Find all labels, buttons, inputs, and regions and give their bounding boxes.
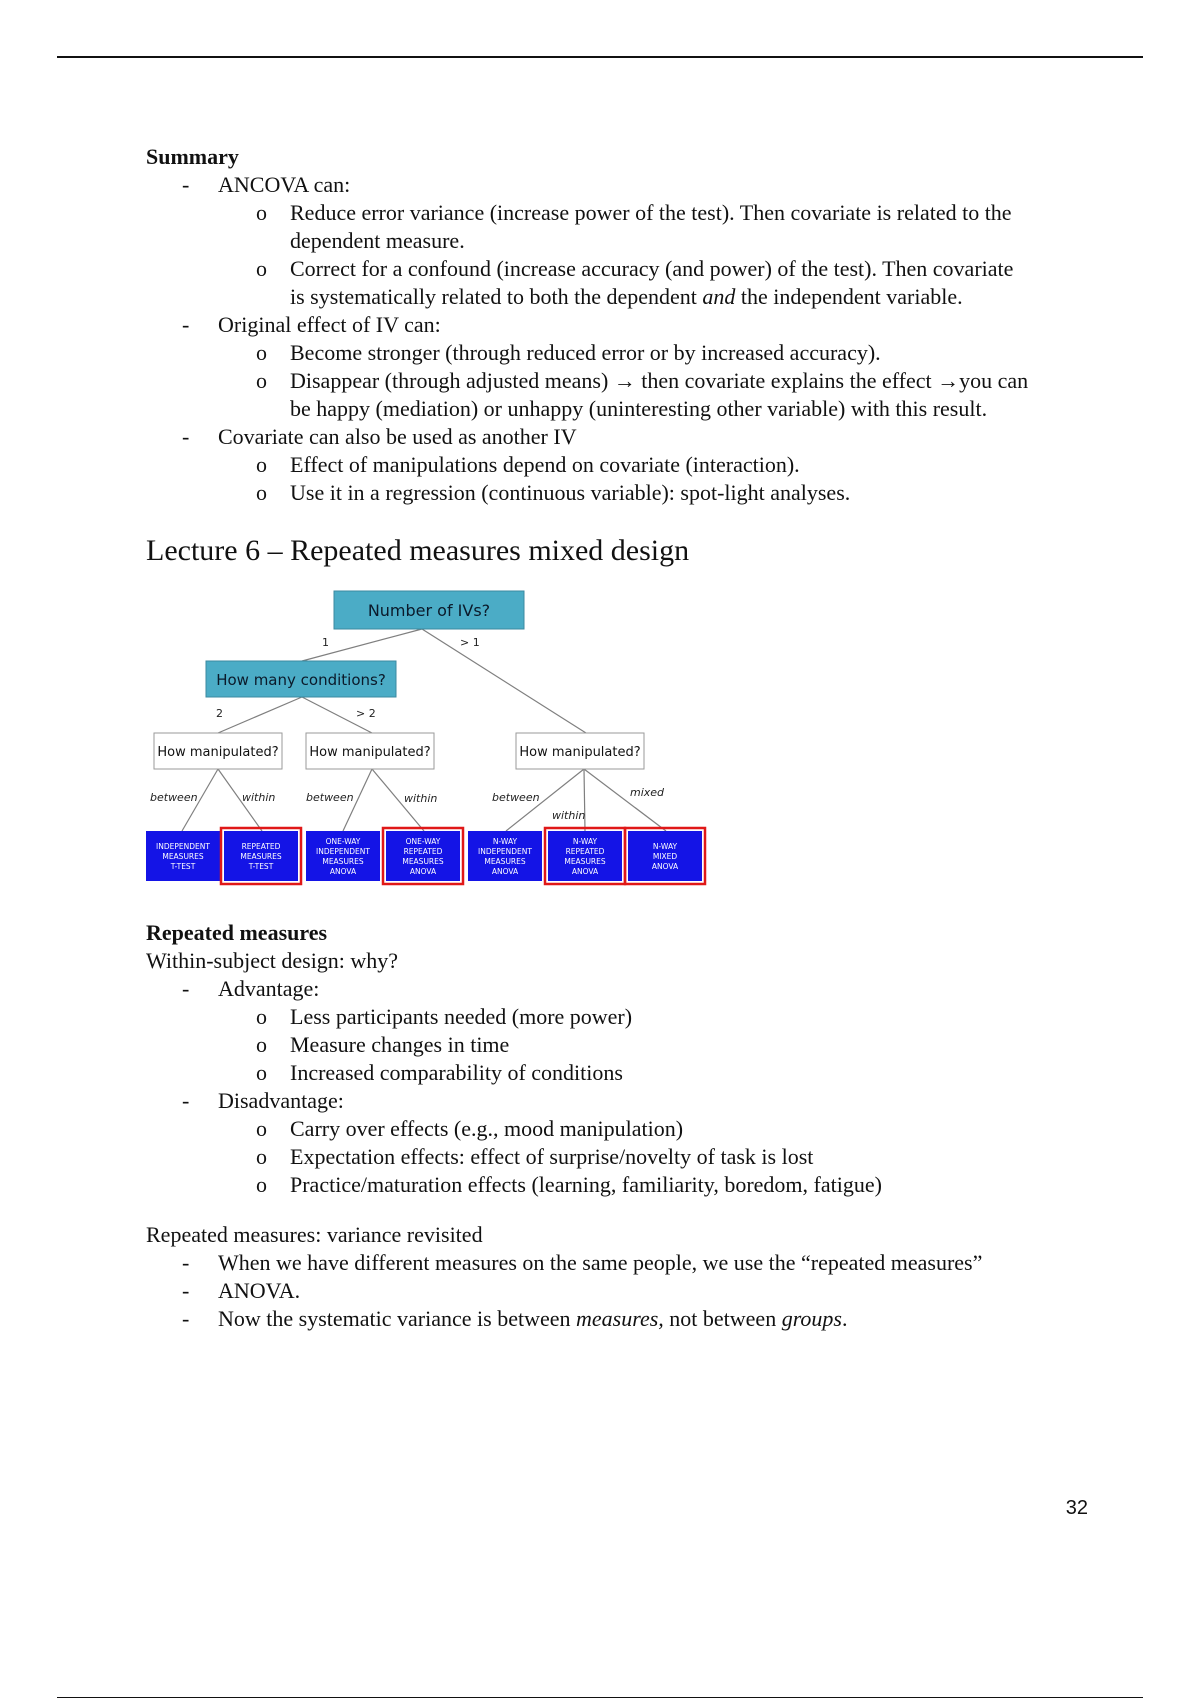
leaf-label: REPEATED xyxy=(565,847,605,856)
advantage-text: Less participants needed (more power) xyxy=(290,1004,633,1029)
paragraph-spacer xyxy=(146,1199,1088,1221)
summary-subitem xyxy=(146,199,1088,227)
bullet-icon: o xyxy=(256,1116,267,1141)
node-how-manipulated-2-label: How manipulated? xyxy=(309,745,431,760)
edge-label-between-3: between xyxy=(492,791,540,804)
leaf-label: MEASURES xyxy=(322,857,364,866)
summary-text: Effect of manipulations depend on covariate (interaction). xyxy=(290,452,800,477)
header-rule xyxy=(57,56,1143,58)
emphasis-groups: groups xyxy=(781,1306,842,1331)
summary-subitem xyxy=(146,339,1088,367)
leaf-node xyxy=(146,831,220,881)
footer-rule xyxy=(57,1697,1143,1698)
edge-conditions-two xyxy=(218,697,302,733)
disadvantage-item xyxy=(146,1115,1088,1143)
disadvantage-text: Carry over effects (e.g., mood manipulation) xyxy=(290,1116,684,1141)
summary-text: Become stronger (through reduced error or by increased accuracy). xyxy=(290,340,881,365)
leaf-label: REPEATED xyxy=(241,842,281,851)
variance-text: Now the systematic variance is between xyxy=(218,1306,576,1331)
edge-label-more-than-two: > 2 xyxy=(356,707,376,720)
summary-item-original-effect: - Original effect of IV can: xyxy=(146,311,1088,339)
bullet-icon: o xyxy=(256,1060,267,1085)
bullet-icon: o xyxy=(256,1032,267,1057)
leaf-label: ANOVA xyxy=(409,867,437,876)
summary-text: Use it in a regression (continuous variable): spot-light analyses. xyxy=(290,480,851,505)
advantage-item xyxy=(146,1059,1088,1087)
edge-label-one: 1 xyxy=(322,636,329,649)
edge-root-conditions xyxy=(302,629,422,661)
summary-item-ancova: - ANCOVA can: xyxy=(146,171,1088,199)
leaf-label: INDEPENDENT xyxy=(156,842,210,851)
variance-text: ANOVA. xyxy=(218,1278,301,1303)
variance-item: - When we have different measures on the same people, we use the “repeated measures” xyxy=(146,1249,1088,1277)
summary-subitem xyxy=(146,255,1088,283)
emphasis-and: and xyxy=(702,284,736,309)
node-how-manipulated-1-label: How manipulated? xyxy=(157,745,279,760)
bullet-icon: o xyxy=(256,1004,267,1029)
decision-tree-svg xyxy=(144,589,864,919)
edge-label-mixed-3: mixed xyxy=(630,786,665,799)
summary-item-covariate: - Covariate can also be used as another IV xyxy=(146,423,1088,451)
summary-heading: Summary xyxy=(146,144,239,169)
summary-text: is systematically related to both the dependent xyxy=(290,284,703,309)
leaf-label: ANOVA xyxy=(329,867,357,876)
edge-label-between-2: between xyxy=(306,791,354,804)
leaf-label: N-WAY xyxy=(572,837,598,846)
repeated-disadvantage: - Disadvantage: xyxy=(146,1087,1088,1115)
edge-how3-mixed xyxy=(584,769,666,831)
leaf-label: MIXED xyxy=(652,852,678,861)
leaf-label: ANOVA xyxy=(491,867,519,876)
advantage-text: Measure changes in time xyxy=(290,1032,510,1057)
summary-subitem xyxy=(146,479,1088,507)
leaf-node xyxy=(545,828,625,884)
lecture-title: Lecture 6 – Repeated measures mixed design xyxy=(146,534,690,567)
emphasis-measures: measures, xyxy=(575,1306,664,1331)
leaf-label: N-WAY xyxy=(652,842,678,851)
leaf-label: N-WAY xyxy=(492,837,518,846)
node-how-manipulated-3-label: How manipulated? xyxy=(519,745,641,760)
edge-label-within-3: within xyxy=(552,809,586,822)
summary-text: Correct for a confound (increase accuracy (and power) of the test). Then covariate xyxy=(290,256,1014,281)
leaf-label: MEASURES xyxy=(240,852,282,861)
bullet-icon: o xyxy=(256,1144,267,1169)
leaf-label: T-TEST xyxy=(170,862,196,871)
summary-text: dependent measure. xyxy=(290,228,465,253)
bullet-icon: o xyxy=(256,340,267,365)
summary-subitem xyxy=(146,367,1088,395)
leaf-label: INDEPENDENT xyxy=(316,847,370,856)
page-number: 32 xyxy=(1065,1497,1088,1519)
summary-text: the independent variable. xyxy=(735,284,963,309)
edge-root-nway xyxy=(422,629,586,733)
summary-text: Disappear (through adjusted means) → then covariate explains the effect →you can xyxy=(290,368,1029,393)
bullet-icon: o xyxy=(256,256,267,281)
leaf-label: MEASURES xyxy=(162,852,204,861)
variance-text: . xyxy=(842,1306,848,1331)
leaf-label: T-TEST xyxy=(248,862,274,871)
bullet-icon: o xyxy=(256,200,267,225)
summary-subitem xyxy=(146,451,1088,479)
leaf-label: ONE-WAY xyxy=(325,837,361,846)
bullet-icon: o xyxy=(256,480,267,505)
variance-item xyxy=(146,1305,1088,1333)
leaf-label: MEASURES xyxy=(564,857,606,866)
decision-tree-diagram xyxy=(144,589,864,919)
node-number-of-ivs-label: Number of IVs? xyxy=(367,601,491,620)
summary-text: Reduce error variance (increase power of the test). Then covariate is related to the xyxy=(290,200,1012,225)
summary-subitem-cont xyxy=(146,395,1088,423)
disadvantage-text: Expectation effects: effect of surprise/novelty of task is lost xyxy=(290,1144,814,1169)
disadvantage-item xyxy=(146,1171,1088,1199)
node-how-many-conditions-label: How many conditions? xyxy=(216,671,386,689)
repeated-intro: Within-subject design: why? xyxy=(146,948,399,973)
leaf-label: REPEATED xyxy=(403,847,443,856)
leaf-label: ANOVA xyxy=(651,862,679,871)
leaf-layer xyxy=(146,828,705,884)
disadvantage-text: Practice/maturation effects (learning, familiarity, boredom, fatigue) xyxy=(290,1172,882,1197)
edge-label-two: 2 xyxy=(216,707,223,720)
repeated-heading: Repeated measures xyxy=(146,920,328,945)
variance-item-cont xyxy=(146,1277,1088,1305)
edge-label-between-1: between xyxy=(150,791,198,804)
leaf-node xyxy=(383,828,463,884)
advantage-item xyxy=(146,1031,1088,1059)
bullet-icon: o xyxy=(256,452,267,477)
bullet-icon: o xyxy=(256,368,267,393)
variance-heading: Repeated measures: variance revisited xyxy=(146,1222,483,1247)
advantage-item xyxy=(146,1003,1088,1031)
edge-label-within-2: within xyxy=(404,792,438,805)
leaf-node xyxy=(306,831,380,881)
edge-label-within-1: within xyxy=(242,791,276,804)
edge-label-more-than-one: > 1 xyxy=(460,636,480,649)
repeated-advantage: - Advantage: xyxy=(146,975,1088,1003)
leaf-node xyxy=(625,828,705,884)
bullet-icon: o xyxy=(256,1172,267,1197)
summary-subitem-cont xyxy=(146,283,1088,311)
summary-subitem-cont xyxy=(146,227,1088,255)
leaf-label: MEASURES xyxy=(484,857,526,866)
variance-text: not between xyxy=(663,1306,782,1331)
summary-text: be happy (mediation) or unhappy (uninteresting other variable) with this result. xyxy=(290,396,988,421)
leaf-node xyxy=(221,828,301,884)
page-content xyxy=(146,143,1088,1333)
disadvantage-item xyxy=(146,1143,1088,1171)
advantage-text: Increased comparability of conditions xyxy=(290,1060,623,1085)
leaf-label: INDEPENDENT xyxy=(478,847,532,856)
leaf-label: ANOVA xyxy=(571,867,599,876)
leaf-label: ONE-WAY xyxy=(405,837,441,846)
leaf-label: MEASURES xyxy=(402,857,444,866)
leaf-node xyxy=(468,831,542,881)
